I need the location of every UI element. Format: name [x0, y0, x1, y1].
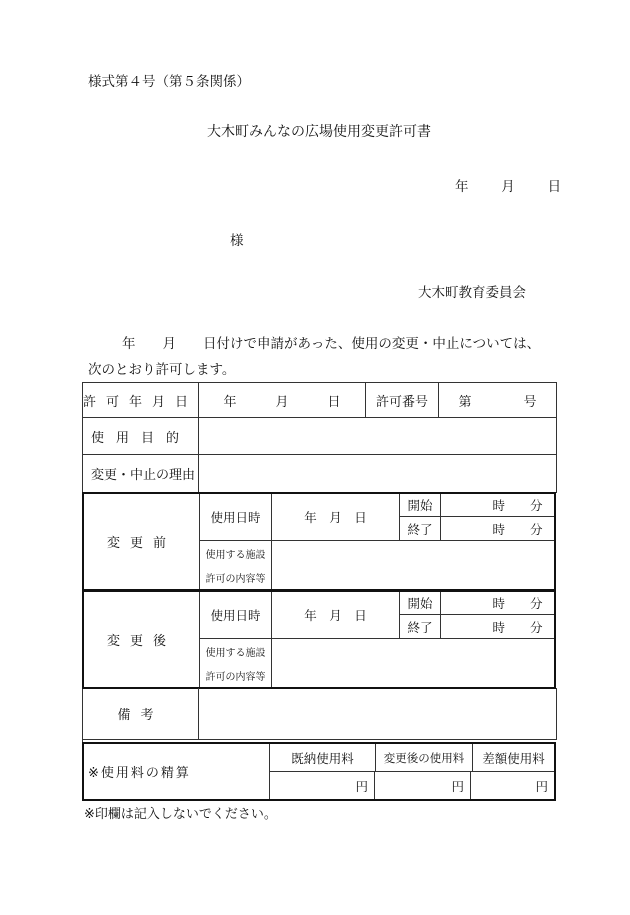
reason-value — [199, 455, 557, 493]
after-facility-value — [272, 639, 554, 687]
changed-fee-value: 円 — [375, 772, 471, 799]
after-end-time: 時 分 — [492, 619, 543, 635]
remarks-value — [199, 688, 557, 740]
reason-row — [83, 455, 557, 493]
form-number: 様式第４号（第５条関係） — [88, 74, 250, 90]
remarks-label: 備考 — [83, 688, 199, 740]
footnote: ※印欄は記入しないでください。 — [84, 807, 277, 822]
fee-section — [82, 742, 556, 801]
before-datetime-label: 使用日時 — [200, 494, 272, 540]
before-section — [82, 492, 556, 591]
permit-date-row — [83, 383, 557, 418]
after-start-label: 開始 — [400, 592, 441, 614]
after-facility-label: 使用する施設 許可の内容等 — [200, 639, 272, 687]
permit-number-label: 許可番号 — [366, 383, 439, 418]
addressee: 様 — [230, 233, 244, 249]
permit-date-label: 許可年月日 — [83, 383, 199, 418]
permit-date-value: 年 月 日 — [199, 383, 366, 418]
before-start-time: 時 分 — [492, 498, 543, 513]
fee-label: ※使用料の精算 — [84, 744, 270, 799]
date-day: 日 — [547, 179, 562, 195]
paid-fee-value: 円 — [270, 772, 375, 799]
issuer: 大木町教育委員会 — [418, 285, 526, 301]
before-end-time: 時 分 — [492, 521, 543, 537]
after-end-label: 終了 — [400, 615, 441, 638]
difference-fee-label: 差額使用料 — [482, 750, 545, 766]
after-label: 変更後 — [84, 592, 200, 687]
reason-label: 変更・中止の理由 — [83, 455, 199, 493]
document-title: 大木町みんなの広場使用変更許可書 — [207, 124, 431, 140]
after-start-time: 時 分 — [492, 596, 543, 611]
after-section — [82, 590, 556, 689]
date-year: 年 — [455, 179, 469, 195]
date-month: 月 — [501, 179, 515, 195]
body-text: 年 月 日付けで申請があった、使用の変更・中止については、次のとおり許可します。 — [88, 336, 541, 378]
purpose-row — [83, 418, 557, 455]
before-label: 変更前 — [84, 494, 200, 589]
after-datetime-label: 使用日時 — [200, 592, 272, 638]
before-end-label: 終了 — [400, 517, 441, 540]
remarks-row — [83, 688, 557, 740]
purpose-value — [199, 418, 557, 455]
before-start-label: 開始 — [400, 494, 441, 516]
paid-fee-label: 既納使用料 — [270, 744, 376, 771]
purpose-label: 使用目的 — [83, 418, 199, 455]
before-facility-value — [272, 541, 554, 589]
changed-fee-label: 変更後の使用料 — [376, 744, 473, 771]
issue-date — [455, 175, 561, 195]
before-facility-label: 使用する施設 許可の内容等 — [200, 541, 272, 589]
before-date-value: 年 月 日 — [272, 494, 400, 540]
permit-number-value: 第 号 — [439, 383, 557, 418]
after-date-value: 年 月 日 — [272, 592, 400, 638]
difference-fee-value: 円 — [535, 778, 548, 794]
permit-table — [82, 382, 557, 801]
